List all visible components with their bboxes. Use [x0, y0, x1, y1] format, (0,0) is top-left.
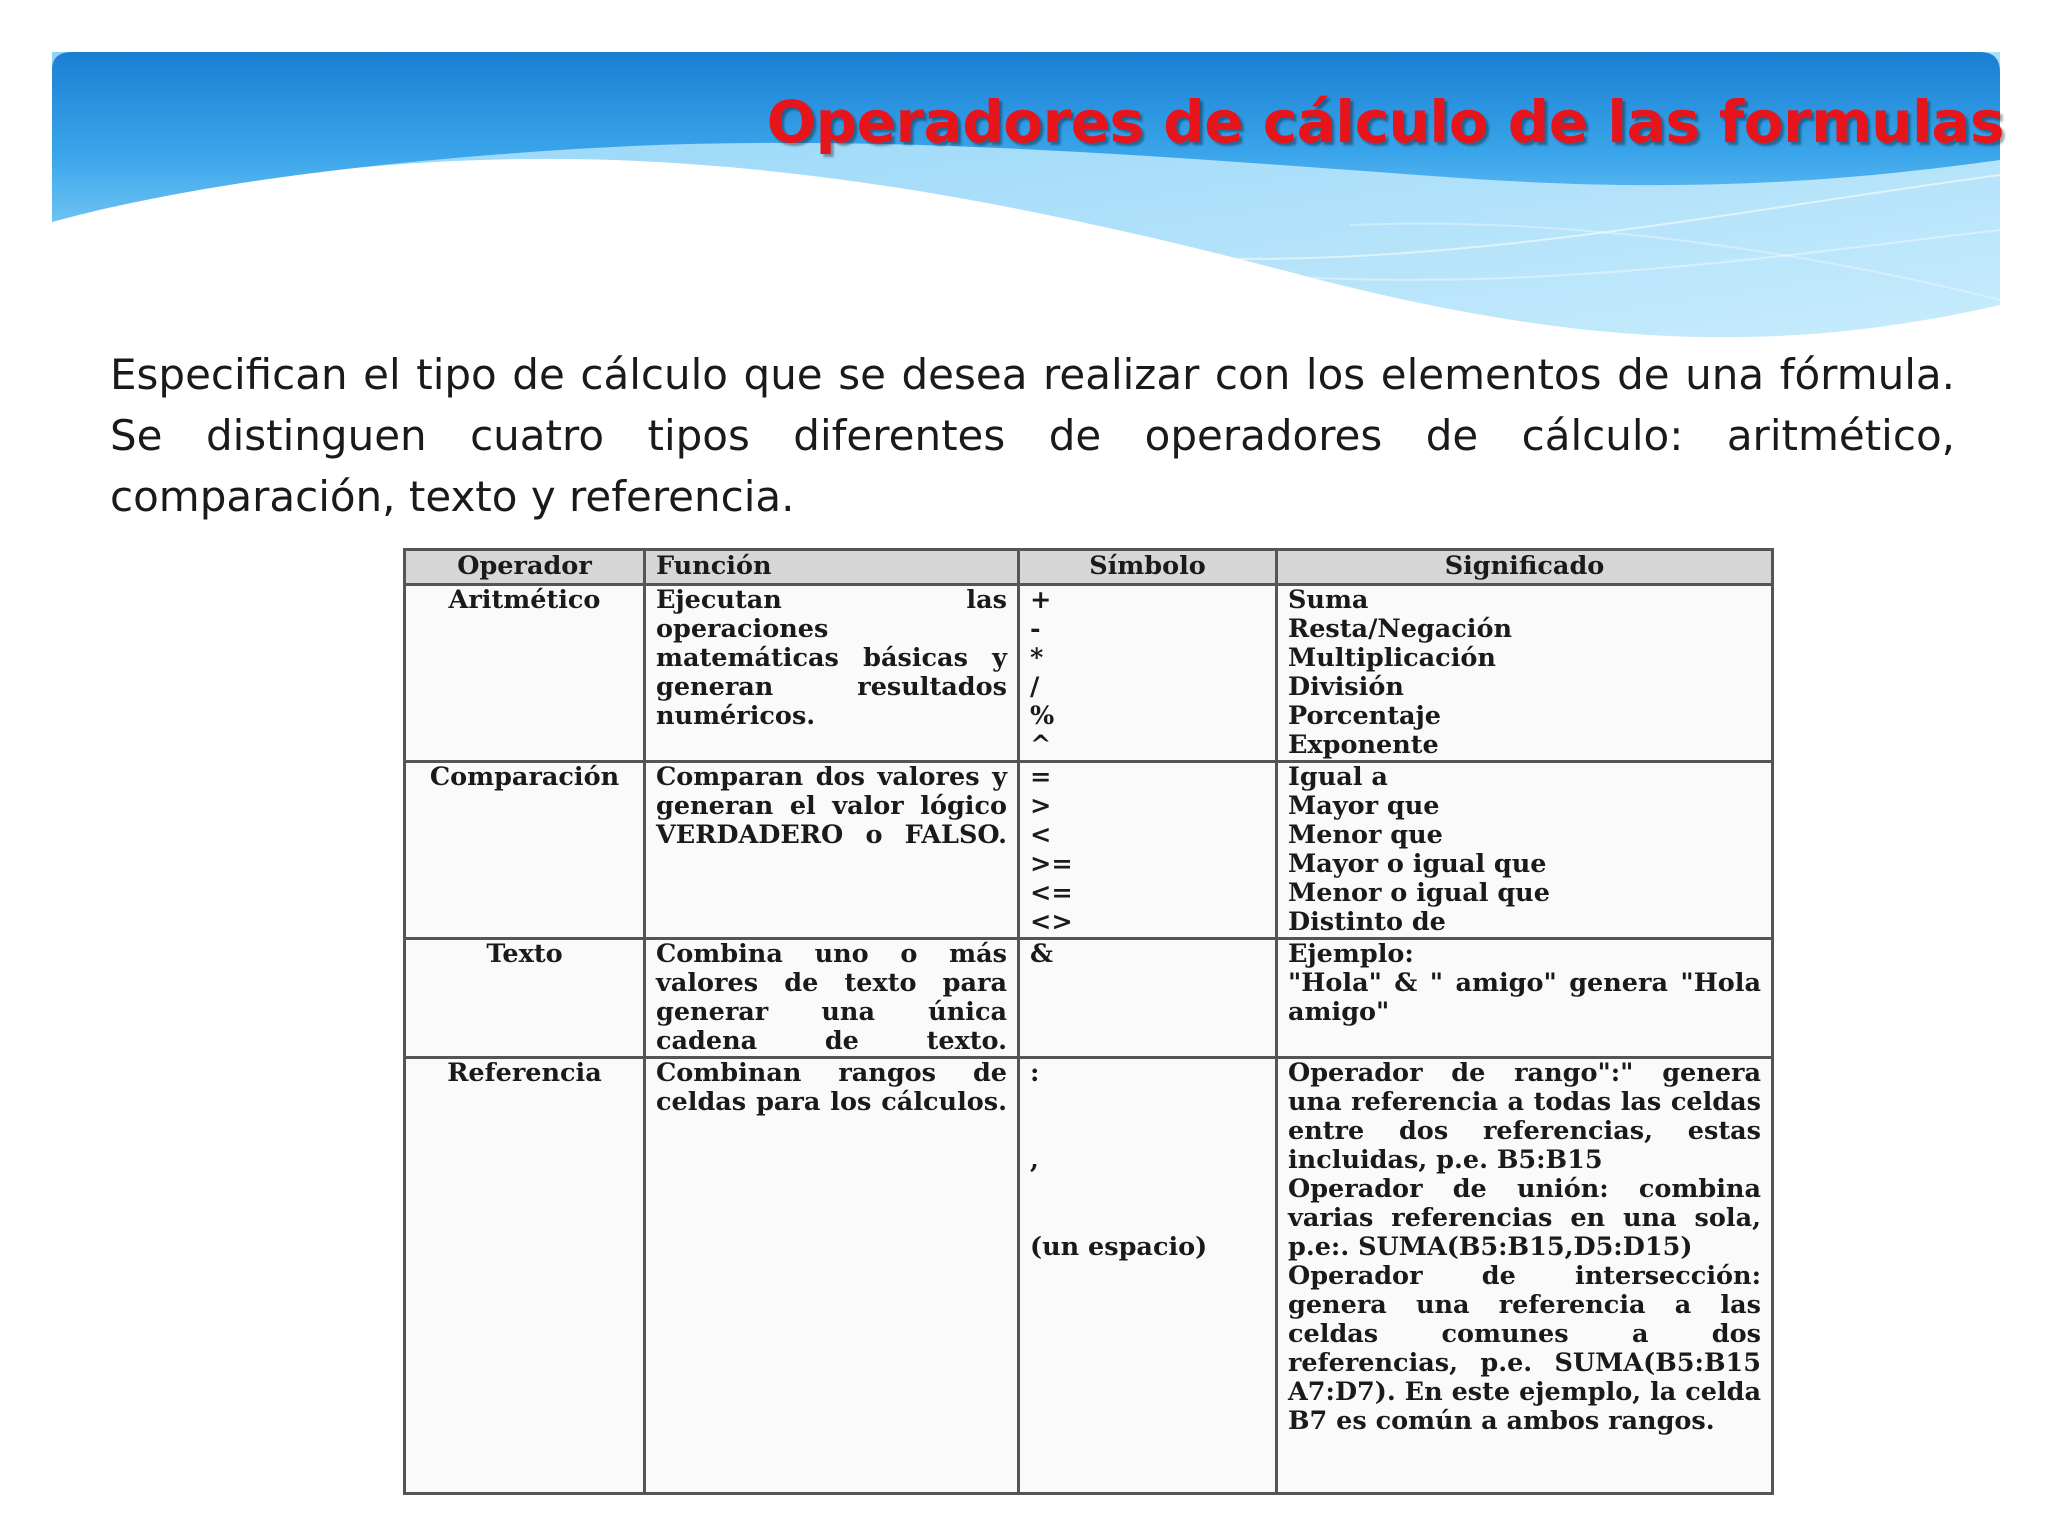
- header-wave-banner: [0, 0, 2048, 360]
- cell-operador: Aritmético: [405, 585, 645, 762]
- meaning: "Hola" & " amigo" genera "Hola amigo": [1288, 968, 1761, 1027]
- meaning: Ejemplo:: [1288, 939, 1414, 969]
- symbol: ^: [1030, 730, 1052, 760]
- meaning: Mayor que: [1288, 791, 1440, 821]
- spacer: [1030, 1204, 1265, 1233]
- cell-simbolos: [1019, 1058, 1277, 1494]
- symbol: %: [1030, 701, 1055, 731]
- spacer: [1030, 1175, 1265, 1204]
- meaning: Operador de intersección: genera una referencia a las celdas comunes a dos referencias, p.e. SUMA(B5:B15 A7:D7). En este ejemplo, la celda B7 es común a ambos rangos.: [1288, 1261, 1761, 1436]
- intro-paragraph: Especifican el tipo de cálculo que se desea realizar con los elementos de una fórmula. Se distinguen cuatro tipos diferentes de operadores de cálculo: aritmético, comparación, texto y referencia.: [110, 350, 1955, 521]
- cell-simbolos: [1019, 939, 1277, 1058]
- header-operador: Operador: [405, 550, 645, 585]
- meaning: Mayor o igual que: [1288, 849, 1547, 879]
- symbol: &: [1030, 939, 1054, 969]
- symbol: <=: [1030, 878, 1073, 908]
- cell-significados: [1277, 585, 1773, 762]
- symbol: :: [1030, 1058, 1040, 1088]
- cell-funcion: Combina uno o más valores de texto para generar una única cadena de texto.: [645, 939, 1019, 1058]
- symbol: >=: [1030, 849, 1073, 879]
- header-simbolo: Símbolo: [1019, 550, 1277, 585]
- table-row-referencia: [405, 1058, 1773, 1494]
- symbol: (un espacio): [1030, 1232, 1208, 1262]
- symbol: =: [1030, 762, 1052, 792]
- cell-significados: [1277, 1058, 1773, 1494]
- cell-funcion: Combinan rangos de celdas para los cálculos.: [645, 1058, 1019, 1494]
- meaning: Exponente: [1288, 730, 1439, 760]
- symbol: >: [1030, 791, 1052, 821]
- header-significado: Significado: [1277, 550, 1773, 585]
- symbol: -: [1030, 614, 1041, 644]
- cell-operador: Texto: [405, 939, 645, 1058]
- meaning: Multiplicación: [1288, 643, 1496, 673]
- cell-simbolos: [1019, 585, 1277, 762]
- table-header-row: [405, 550, 1773, 585]
- meaning: Menor o igual que: [1288, 878, 1550, 908]
- cell-significados: [1277, 939, 1773, 1058]
- meaning: Operador de unión: combina varias referencias en una sola, p.e:. SUMA(B5:B15,D5:D15): [1288, 1174, 1761, 1262]
- meaning: División: [1288, 672, 1404, 702]
- spacer: [1030, 1117, 1265, 1146]
- header-funcion: Función: [645, 550, 1019, 585]
- symbol: *: [1030, 643, 1044, 673]
- cell-operador: Referencia: [405, 1058, 645, 1494]
- operators-table-image: [403, 548, 1771, 1495]
- table-row-texto: [405, 939, 1773, 1058]
- cell-funcion: Comparan dos valores y generan el valor lógico VERDADERO o FALSO.: [645, 762, 1019, 939]
- operators-table: [403, 548, 1774, 1495]
- symbol: +: [1030, 585, 1052, 615]
- meaning: Operador de rango":" genera una referencia a todas las celdas entre dos referencias, estas incluidas, p.e. B5:B15: [1288, 1058, 1761, 1175]
- meaning: Porcentaje: [1288, 701, 1441, 731]
- cell-simbolos: [1019, 762, 1277, 939]
- cell-significados: [1277, 762, 1773, 939]
- meaning: Resta/Negación: [1288, 614, 1513, 644]
- spacer: [1030, 1088, 1265, 1117]
- symbol: ,: [1030, 1145, 1039, 1175]
- symbol: <: [1030, 820, 1052, 850]
- cell-operador: Comparación: [405, 762, 645, 939]
- symbol: <>: [1030, 907, 1073, 937]
- slide-title: Operadores de cálculo de las formulas: [766, 88, 2004, 156]
- cell-funcion: Ejecutan las operaciones matemáticas básicas y generan resultados numéricos.: [645, 585, 1019, 762]
- meaning: Menor que: [1288, 820, 1443, 850]
- meaning: Distinto de: [1288, 907, 1446, 937]
- table-row-aritmetico: [405, 585, 1773, 762]
- symbol: /: [1030, 672, 1040, 702]
- table-row-comparacion: [405, 762, 1773, 939]
- meaning: Igual a: [1288, 762, 1388, 792]
- meaning: Suma: [1288, 585, 1369, 615]
